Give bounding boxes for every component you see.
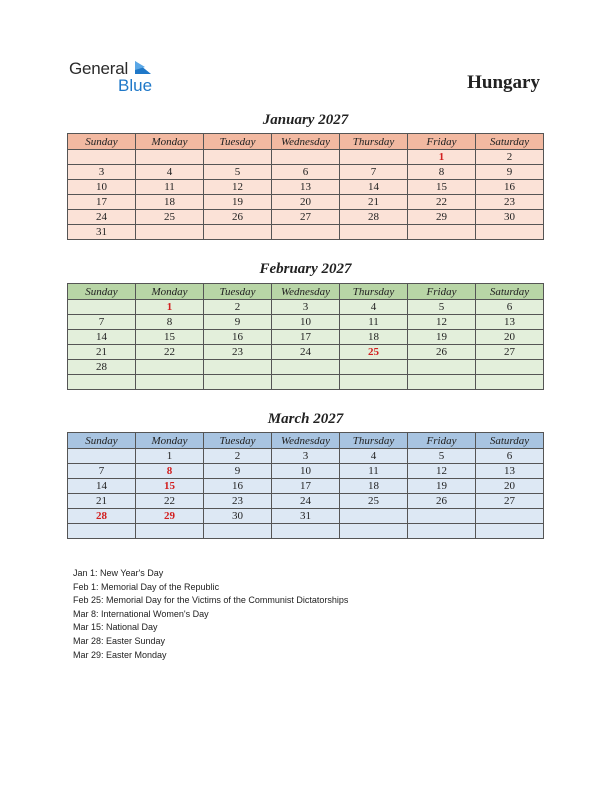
- day-cell: 6: [476, 449, 544, 464]
- generalblue-logo: [69, 60, 152, 94]
- day-cell: 7: [68, 464, 136, 479]
- week-row: [68, 345, 544, 360]
- day-cell: 11: [340, 464, 408, 479]
- weekday-header: Thursday: [340, 284, 408, 300]
- holiday-item: Mar 28: Easter Sunday: [73, 635, 166, 646]
- day-cell: 20: [272, 195, 340, 210]
- day-cell: [68, 300, 136, 315]
- day-cell: 27: [476, 494, 544, 509]
- week-row: [68, 524, 544, 539]
- day-cell: [272, 360, 340, 375]
- day-cell: 13: [272, 180, 340, 195]
- day-cell: 31: [272, 509, 340, 524]
- week-row: [68, 494, 544, 509]
- holiday-item: Mar 15: National Day: [73, 622, 158, 633]
- week-row: [68, 330, 544, 345]
- week-row: [68, 375, 544, 390]
- day-cell: [340, 524, 408, 539]
- week-row: [68, 315, 544, 330]
- month-title-february: February 2027: [259, 261, 352, 277]
- day-cell: 4: [340, 449, 408, 464]
- day-cell: [476, 360, 544, 375]
- day-cell: 17: [68, 195, 136, 210]
- holiday-item: Feb 25: Memorial Day for the Victims of the Communist Dictatorships: [73, 595, 349, 606]
- day-cell: [408, 524, 476, 539]
- day-cell: [68, 449, 136, 464]
- week-row: [68, 180, 544, 195]
- day-cell: [476, 524, 544, 539]
- day-cell: [408, 509, 476, 524]
- day-cell: 9: [476, 165, 544, 180]
- week-row: [68, 509, 544, 524]
- holiday-item: Feb 1: Memorial Day of the Republic: [73, 581, 220, 592]
- day-cell: 6: [272, 165, 340, 180]
- day-cell: [340, 360, 408, 375]
- day-cell: 27: [476, 345, 544, 360]
- calendar-march: [67, 432, 544, 539]
- weekday-header: Thursday: [340, 433, 408, 449]
- day-cell: 27: [272, 210, 340, 225]
- week-row: [68, 150, 544, 165]
- day-cell: 3: [272, 300, 340, 315]
- day-cell: 16: [204, 479, 272, 494]
- day-cell: 28: [68, 509, 136, 524]
- holiday-item: Mar 29: Easter Monday: [73, 649, 167, 660]
- month-title-january: January 2027: [262, 112, 349, 128]
- calendar-january: [67, 133, 544, 240]
- day-cell: 3: [68, 165, 136, 180]
- weekday-header: Thursday: [340, 134, 408, 150]
- logo-text-blue: Blue: [118, 76, 153, 95]
- weekday-header: Saturday: [476, 134, 544, 150]
- day-cell: 3: [272, 449, 340, 464]
- day-cell: [476, 225, 544, 240]
- day-cell: [204, 524, 272, 539]
- day-cell: 17: [272, 479, 340, 494]
- day-cell: 15: [408, 180, 476, 195]
- day-cell: 13: [476, 315, 544, 330]
- day-cell: [408, 375, 476, 390]
- day-cell: 15: [136, 479, 204, 494]
- day-cell: [204, 225, 272, 240]
- day-cell: 8: [136, 315, 204, 330]
- weekday-header: Saturday: [476, 433, 544, 449]
- day-cell: 25: [340, 345, 408, 360]
- day-cell: 14: [68, 479, 136, 494]
- day-cell: 6: [476, 300, 544, 315]
- day-cell: [68, 375, 136, 390]
- day-cell: 24: [68, 210, 136, 225]
- day-cell: 14: [68, 330, 136, 345]
- day-cell: 10: [272, 464, 340, 479]
- day-cell: 16: [204, 330, 272, 345]
- day-cell: 19: [408, 479, 476, 494]
- day-cell: 5: [408, 449, 476, 464]
- day-cell: [136, 225, 204, 240]
- weekday-header: Sunday: [68, 433, 136, 449]
- day-cell: 18: [340, 330, 408, 345]
- day-cell: 9: [204, 315, 272, 330]
- day-cell: 29: [136, 509, 204, 524]
- weekday-header: Tuesday: [204, 433, 272, 449]
- weekday-header: Friday: [408, 134, 476, 150]
- day-cell: [272, 375, 340, 390]
- weekday-header: Tuesday: [204, 134, 272, 150]
- day-cell: 22: [136, 345, 204, 360]
- day-cell: 30: [204, 509, 272, 524]
- day-cell: 26: [204, 210, 272, 225]
- day-cell: [408, 225, 476, 240]
- day-cell: 23: [204, 345, 272, 360]
- week-row: [68, 225, 544, 240]
- weekday-header-row: [68, 284, 544, 300]
- day-cell: 8: [408, 165, 476, 180]
- week-row: [68, 464, 544, 479]
- weekday-header: Wednesday: [272, 284, 340, 300]
- day-cell: [204, 150, 272, 165]
- day-cell: 8: [136, 464, 204, 479]
- weekday-header: Monday: [136, 433, 204, 449]
- day-cell: 21: [340, 195, 408, 210]
- day-cell: 19: [204, 195, 272, 210]
- day-cell: [136, 524, 204, 539]
- day-cell: 16: [476, 180, 544, 195]
- day-cell: 5: [408, 300, 476, 315]
- day-cell: 23: [204, 494, 272, 509]
- weekday-header: Saturday: [476, 284, 544, 300]
- week-row: [68, 210, 544, 225]
- day-cell: 31: [68, 225, 136, 240]
- day-cell: [340, 375, 408, 390]
- holiday-list: [73, 567, 348, 662]
- blue-flag-icon: [133, 61, 153, 75]
- day-cell: [340, 509, 408, 524]
- day-cell: 20: [476, 330, 544, 345]
- day-cell: [272, 524, 340, 539]
- day-cell: 22: [408, 195, 476, 210]
- day-cell: 26: [408, 494, 476, 509]
- day-cell: 1: [408, 150, 476, 165]
- day-cell: [476, 375, 544, 390]
- day-cell: 2: [204, 449, 272, 464]
- day-cell: 22: [136, 494, 204, 509]
- day-cell: 25: [340, 494, 408, 509]
- day-cell: 10: [272, 315, 340, 330]
- weekday-header: Friday: [408, 284, 476, 300]
- week-row: [68, 195, 544, 210]
- day-cell: 7: [340, 165, 408, 180]
- day-cell: [136, 360, 204, 375]
- day-cell: 7: [68, 315, 136, 330]
- day-cell: [68, 524, 136, 539]
- country-title: Hungary: [467, 72, 540, 93]
- day-cell: 26: [408, 345, 476, 360]
- weekday-header: Monday: [136, 284, 204, 300]
- day-cell: [340, 225, 408, 240]
- day-cell: 15: [136, 330, 204, 345]
- day-cell: 10: [68, 180, 136, 195]
- day-cell: [68, 150, 136, 165]
- day-cell: 28: [68, 360, 136, 375]
- day-cell: 1: [136, 300, 204, 315]
- day-cell: 30: [476, 210, 544, 225]
- day-cell: 24: [272, 494, 340, 509]
- day-cell: 12: [408, 464, 476, 479]
- day-cell: 14: [340, 180, 408, 195]
- day-cell: 20: [476, 479, 544, 494]
- week-row: [68, 360, 544, 375]
- day-cell: [204, 360, 272, 375]
- day-cell: 19: [408, 330, 476, 345]
- weekday-header: Sunday: [68, 134, 136, 150]
- week-row: [68, 165, 544, 180]
- day-cell: 21: [68, 345, 136, 360]
- day-cell: 1: [136, 449, 204, 464]
- week-row: [68, 300, 544, 315]
- day-cell: 29: [408, 210, 476, 225]
- day-cell: 11: [136, 180, 204, 195]
- day-cell: 25: [136, 210, 204, 225]
- day-cell: [408, 360, 476, 375]
- day-cell: [340, 150, 408, 165]
- day-cell: 4: [340, 300, 408, 315]
- day-cell: 13: [476, 464, 544, 479]
- day-cell: 21: [68, 494, 136, 509]
- week-row: [68, 479, 544, 494]
- holiday-item: Jan 1: New Year's Day: [73, 568, 164, 578]
- day-cell: [272, 225, 340, 240]
- holiday-item: Mar 8: International Women's Day: [73, 608, 209, 619]
- day-cell: 11: [340, 315, 408, 330]
- day-cell: 9: [204, 464, 272, 479]
- weekday-header: Wednesday: [272, 433, 340, 449]
- day-cell: 18: [340, 479, 408, 494]
- weekday-header: Tuesday: [204, 284, 272, 300]
- day-cell: [204, 375, 272, 390]
- day-cell: 28: [340, 210, 408, 225]
- day-cell: 18: [136, 195, 204, 210]
- weekday-header-row: [68, 433, 544, 449]
- weekday-header: Sunday: [68, 284, 136, 300]
- logo-text-general: General: [69, 59, 129, 78]
- weekday-header: Monday: [136, 134, 204, 150]
- day-cell: 12: [204, 180, 272, 195]
- day-cell: 5: [204, 165, 272, 180]
- weekday-header: Friday: [408, 433, 476, 449]
- day-cell: [476, 509, 544, 524]
- day-cell: 24: [272, 345, 340, 360]
- weekday-header: Wednesday: [272, 134, 340, 150]
- day-cell: 2: [476, 150, 544, 165]
- day-cell: 17: [272, 330, 340, 345]
- calendar-february: [67, 283, 544, 390]
- day-cell: 12: [408, 315, 476, 330]
- day-cell: [136, 150, 204, 165]
- day-cell: 23: [476, 195, 544, 210]
- day-cell: [272, 150, 340, 165]
- month-title-march: March 2027: [267, 411, 344, 427]
- weekday-header-row: [68, 134, 544, 150]
- day-cell: 2: [204, 300, 272, 315]
- week-row: [68, 449, 544, 464]
- day-cell: [136, 375, 204, 390]
- day-cell: 4: [136, 165, 204, 180]
